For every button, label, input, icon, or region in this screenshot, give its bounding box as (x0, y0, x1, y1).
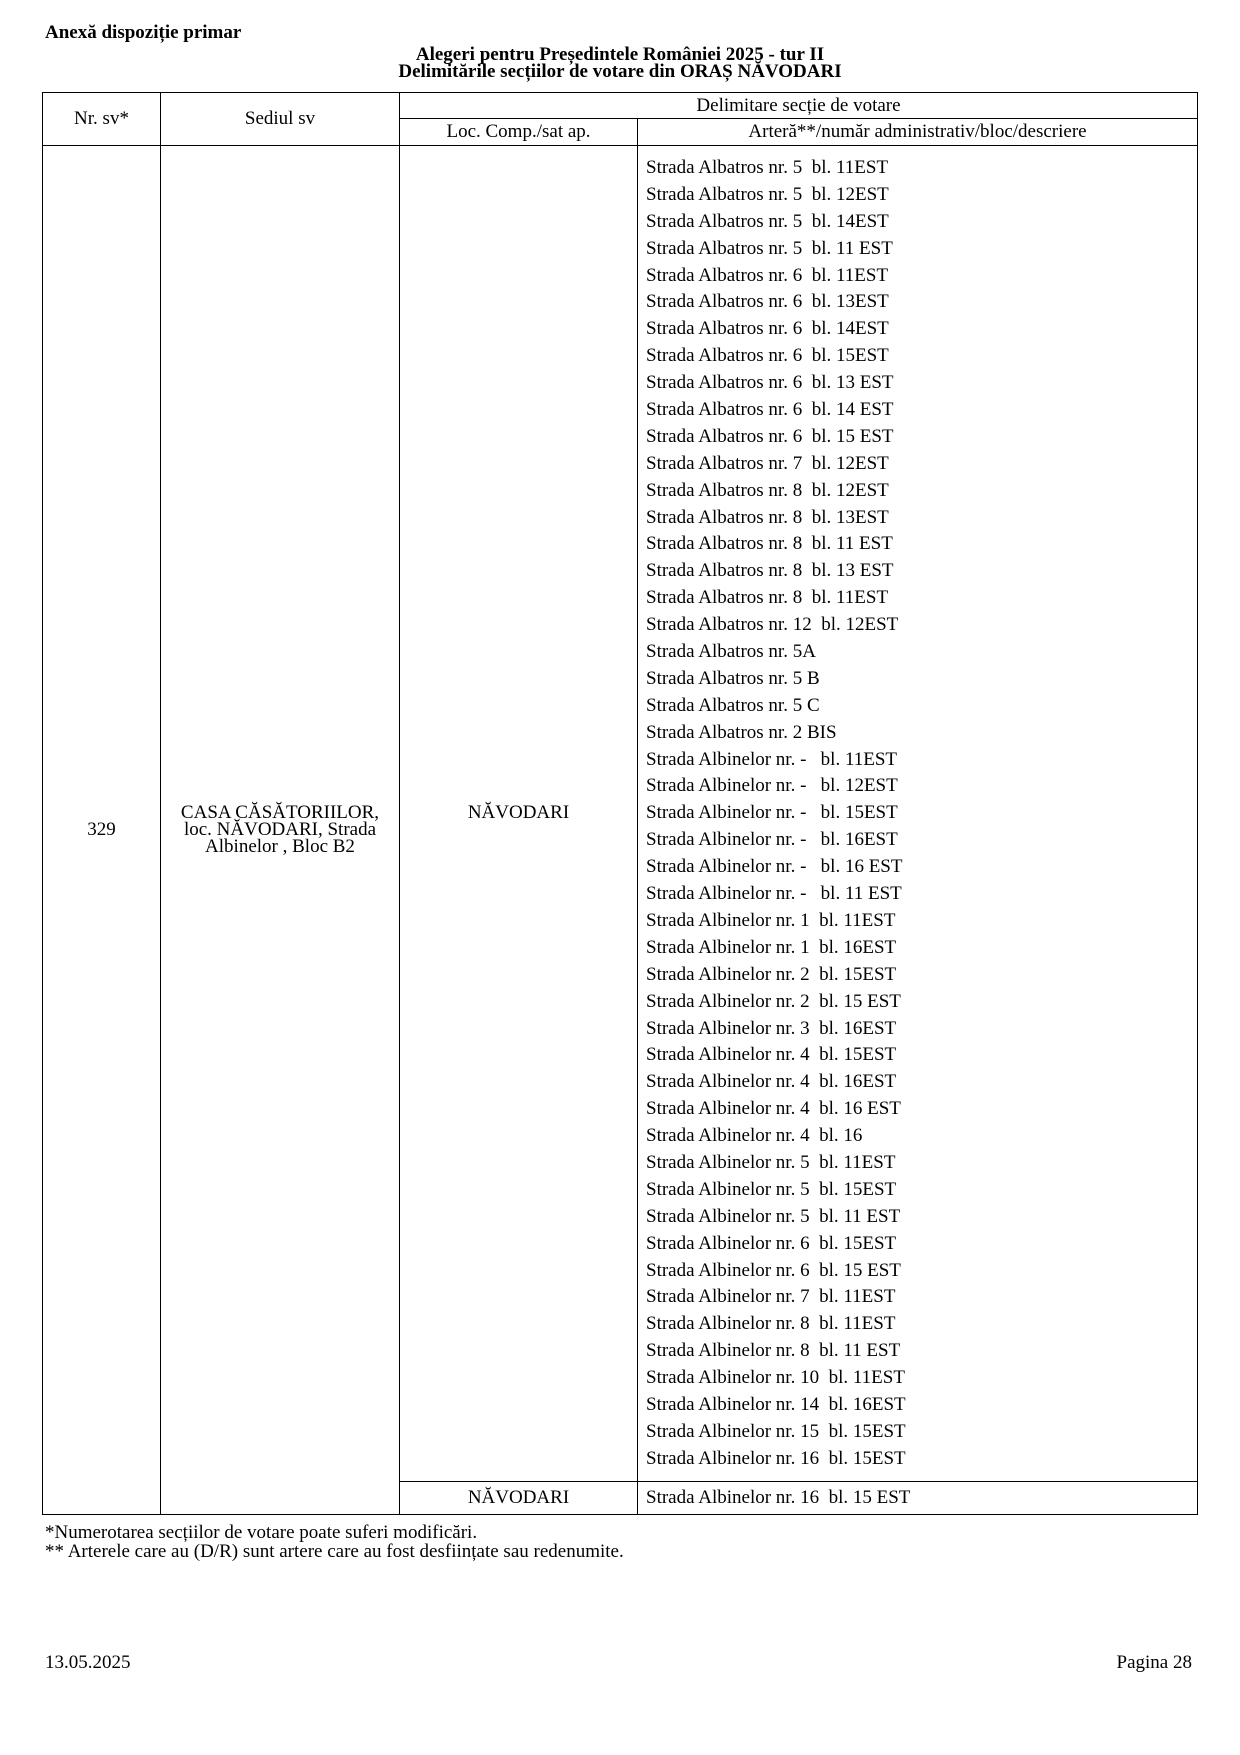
header-nr-sv: Nr. sv* (43, 93, 161, 146)
footer-date: 13.05.2025 (45, 1652, 131, 1673)
artery-line: Strada Albinelor nr. 8 bl. 11 EST (646, 1340, 901, 1362)
artery-line: Strada Albinelor nr. 5 bl. 11 EST (646, 1205, 901, 1227)
artery-line: Strada Albatros nr. 6 bl. 13 EST (646, 372, 894, 394)
section-locality: NĂVODARI (400, 1481, 638, 1514)
footnote-numbering: *Numerotarea secțiilor de votare poate suferi modificări. (45, 1522, 478, 1543)
artery-line: Strada Albatros nr. 8 bl. 13 EST (646, 560, 894, 582)
artery-line: Strada Albatros nr. 6 bl. 13EST (646, 291, 889, 313)
document-subtitle: Delimitările secțiilor de votare din ORAȘ NĂVODARI (398, 61, 842, 82)
header-artera: Arteră**/număr administrativ/bloc/descriere (638, 119, 1198, 146)
artery-line: Strada Albatros nr. 6 bl. 15EST (646, 345, 889, 367)
artery-line: Strada Albatros nr. 6 bl. 15 EST (646, 425, 894, 447)
section-number: 329 (43, 146, 161, 1515)
artery-line: Strada Albinelor nr. - bl. 11 EST (646, 883, 902, 905)
artery-line: Strada Albatros nr. 8 bl. 13EST (646, 506, 889, 528)
artery-line: Strada Albatros nr. 5A (646, 641, 816, 663)
artery-line: Strada Albinelor nr. 7 bl. 11EST (646, 1286, 896, 1308)
artery-line: Strada Albinelor nr. 4 bl. 15EST (646, 1044, 897, 1066)
artery-line: Strada Albinelor nr. 4 bl. 16 EST (646, 1098, 901, 1120)
artery-line: Strada Albatros nr. 5 B (646, 667, 820, 689)
annex-label: Anexă dispoziție primar (45, 22, 242, 43)
header-delimitare: Delimitare secție de votare (400, 93, 1198, 119)
artery-line: Strada Albatros nr. 6 bl. 14 EST (646, 399, 894, 421)
artery-line: Strada Albatros nr. 2 BIS (646, 721, 837, 743)
artery-line: Strada Albinelor nr. 5 bl. 11EST (646, 1151, 896, 1173)
artery-line: Strada Albinelor nr. 15 bl. 15EST (646, 1420, 906, 1442)
artery-line: Strada Albinelor nr. - bl. 15EST (646, 802, 898, 824)
artery-line: Strada Albinelor nr. 1 bl. 16EST (646, 936, 897, 958)
arteries-list (638, 146, 1198, 1482)
artery-line: Strada Albatros nr. 5 bl. 11 EST (646, 237, 893, 259)
artery-line: Strada Albinelor nr. 4 bl. 16EST (646, 1071, 897, 1093)
artery-line: Strada Albinelor nr. 16 bl. 15EST (646, 1447, 906, 1469)
header-sediu-sv: Sediul sv (161, 93, 400, 146)
artery-line: Strada Albatros nr. 8 bl. 11EST (646, 587, 889, 609)
artery-line: Strada Albatros nr. 6 bl. 11EST (646, 264, 889, 286)
artery-line: Strada Albinelor nr. 3 bl. 16EST (646, 1017, 897, 1039)
header-loc-comp: Loc. Comp./sat ap. (400, 119, 638, 146)
artery-line: Strada Albinelor nr. - bl. 11EST (646, 748, 898, 770)
artery-line: Strada Albatros nr. 8 bl. 12EST (646, 479, 889, 501)
artery-line: Strada Albatros nr. 5 bl. 14EST (646, 210, 889, 232)
artery-line: Strada Albatros nr. 5 C (646, 694, 820, 716)
voting-sections-table (42, 92, 1198, 1515)
artery-line: Strada Albinelor nr. 1 bl. 11EST (646, 909, 896, 931)
artery-line: Strada Albinelor nr. 16 bl. 15 EST (638, 1481, 1198, 1514)
artery-line: Strada Albinelor nr. 2 bl. 15EST (646, 963, 897, 985)
page-number: Pagina 28 (1116, 1652, 1192, 1673)
artery-line: Strada Albinelor nr. 14 bl. 16EST (646, 1393, 906, 1415)
artery-line: Strada Albatros nr. 7 bl. 12EST (646, 452, 889, 474)
artery-line: Strada Albinelor nr. 6 bl. 15EST (646, 1232, 897, 1254)
artery-line: Strada Albatros nr. 5 bl. 12EST (646, 183, 889, 205)
artery-line: Strada Albinelor nr. - bl. 16EST (646, 829, 898, 851)
artery-line: Strada Albinelor nr. 2 bl. 15 EST (646, 990, 901, 1012)
artery-line: Strada Albatros nr. 12 bl. 12EST (646, 614, 899, 636)
section-locality: NĂVODARI (400, 146, 638, 1482)
artery-line: Strada Albinelor nr. 5 bl. 15EST (646, 1178, 897, 1200)
section-venue: CASA CĂSĂTORIILOR, loc. NĂVODARI, Strada Albinelor , Bloc B2 (161, 146, 400, 1515)
artery-line: Strada Albatros nr. 8 bl. 11 EST (646, 533, 893, 555)
document-title: Alegeri pentru Președintele României 2025 - tur II (415, 44, 825, 65)
artery-line: Strada Albatros nr. 6 bl. 14EST (646, 318, 889, 340)
artery-line: Strada Albinelor nr. 10 bl. 11EST (646, 1367, 905, 1389)
table-row (43, 146, 1198, 1482)
artery-line: Strada Albinelor nr. 6 bl. 15 EST (646, 1259, 901, 1281)
artery-line: Strada Albinelor nr. - bl. 16 EST (646, 856, 903, 878)
artery-line: Strada Albinelor nr. 8 bl. 11EST (646, 1313, 896, 1335)
footnote-arteries: ** Arterele care au (D/R) sunt artere care au fost desființate sau redenumite. (45, 1541, 624, 1562)
artery-line: Strada Albatros nr. 5 bl. 11EST (646, 157, 889, 178)
artery-line: Strada Albinelor nr. 4 bl. 16 (646, 1125, 863, 1147)
artery-line: Strada Albinelor nr. - bl. 12EST (646, 775, 898, 797)
